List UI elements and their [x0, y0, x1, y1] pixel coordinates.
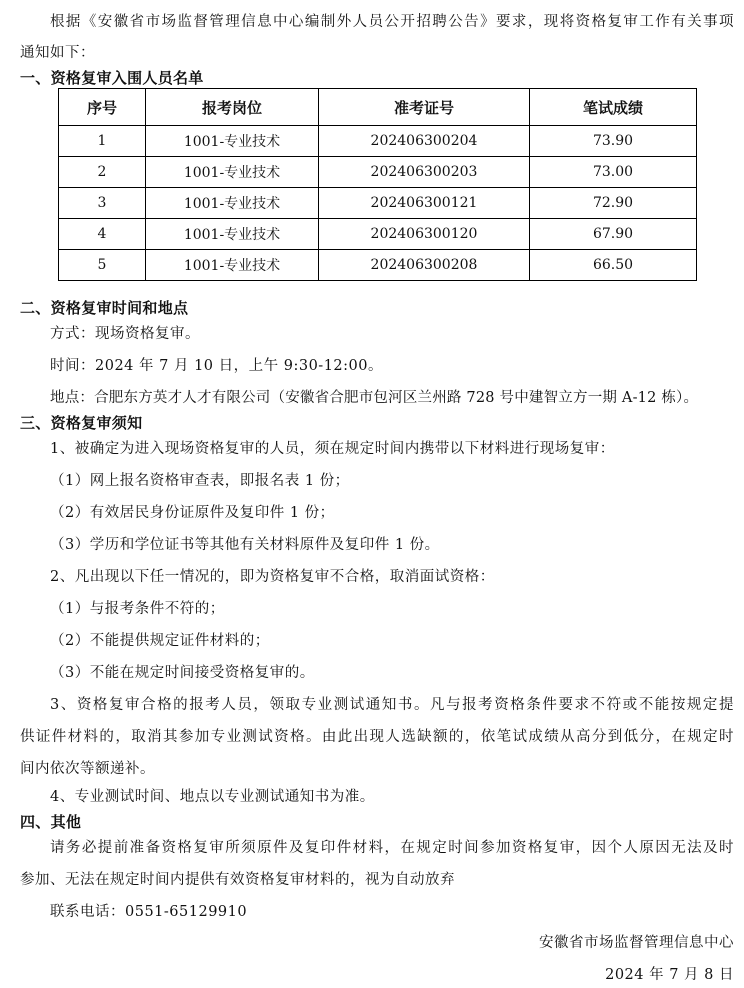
- table-row: [59, 126, 697, 157]
- cell-index: 4: [59, 219, 146, 250]
- notice-item-1-c: （3）学历和学位证书等其他有关材料原件及复印件 1 份。: [50, 537, 440, 553]
- cell-index: 2: [59, 157, 146, 188]
- table-header-row: [59, 89, 697, 126]
- cell-exam-id: 202406300208: [319, 250, 530, 281]
- review-place: 地点：合肥东方英才人才有限公司（安徽省合肥市包河区兰州路 728 号中建智立方一期 A-12 栋）。: [50, 390, 699, 406]
- notice-item-1: 1、被确定为进入现场资格复审的人员，须在规定时间内携带以下材料进行现场复审：: [50, 441, 615, 457]
- intro-line-1: 根据《安徽省市场监督管理信息中心编制外人员公开招聘公告》要求，现将资格复审工作有关事项: [50, 14, 734, 30]
- cell-exam-id: 202406300121: [319, 188, 530, 219]
- cell-index: 5: [59, 250, 146, 281]
- cell-position: 1001-专业技术: [146, 126, 319, 157]
- notice-item-2-a: （1）与报考条件不符的；: [50, 601, 225, 617]
- cell-exam-id: 202406300120: [319, 219, 530, 250]
- table-row: [59, 188, 697, 219]
- candidate-table: [58, 88, 697, 281]
- issuing-organization: 安徽省市场监督管理信息中心: [539, 935, 734, 951]
- col-header-index: 序号: [59, 89, 146, 126]
- cell-position: 1001-专业技术: [146, 188, 319, 219]
- review-method: 方式：现场资格复审。: [50, 326, 200, 342]
- cell-exam-id: 202406300204: [319, 126, 530, 157]
- notice-item-2: 2、凡出现以下任一情况的，即为资格复审不合格，取消面试资格：: [50, 569, 495, 585]
- notice-item-3-line-3: 间内依次等额递补。: [20, 761, 155, 777]
- cell-score: 73.90: [530, 126, 697, 157]
- notice-item-1-b: （2）有效居民身份证原件及复印件 1 份；: [50, 505, 335, 521]
- section-1-heading: 一、资格复审入围人员名单: [20, 69, 204, 87]
- cell-score: 66.50: [530, 250, 697, 281]
- notice-item-3-line-2: 供证件材料的，取消其参加专业测试资格。由此出现人选缺额的，依笔试成绩从高分到低分，在规定时: [20, 729, 734, 745]
- table-row: [59, 219, 697, 250]
- contact-phone: 联系电话：0551-65129910: [50, 904, 248, 920]
- cell-score: 72.90: [530, 188, 697, 219]
- cell-index: 1: [59, 126, 146, 157]
- cell-position: 1001-专业技术: [146, 250, 319, 281]
- notice-item-2-c: （3）不能在规定时间接受资格复审的。: [50, 665, 315, 681]
- section-3-heading: 三、资格复审须知: [20, 414, 143, 432]
- cell-position: 1001-专业技术: [146, 157, 319, 188]
- section-2-heading: 二、资格复审时间和地点: [20, 299, 189, 317]
- table-row: [59, 250, 697, 281]
- col-header-exam-id: 准考证号: [319, 89, 530, 126]
- cell-position: 1001-专业技术: [146, 219, 319, 250]
- notice-item-2-b: （2）不能提供规定证件材料的；: [50, 633, 270, 649]
- issue-date: 2024 年 7 月 8 日: [605, 967, 734, 983]
- cell-score: 67.90: [530, 219, 697, 250]
- col-header-score: 笔试成绩: [530, 89, 697, 126]
- section-4-heading: 四、其他: [20, 813, 82, 831]
- notice-item-1-a: （1）网上报名资格审查表，即报名表 1 份；: [50, 473, 350, 489]
- cell-exam-id: 202406300203: [319, 157, 530, 188]
- notice-item-4: 4、专业测试时间、地点以专业测试通知书为准。: [50, 789, 375, 805]
- cell-index: 3: [59, 188, 146, 219]
- review-time: 时间：2024 年 7 月 10 日，上午 9:30-12:00。: [50, 358, 383, 374]
- cell-score: 73.00: [530, 157, 697, 188]
- other-paragraph-line-2: 参加、无法在规定时间内提供有效资格复审材料的，视为自动放弃: [20, 872, 455, 888]
- other-paragraph-line-1: 请务必提前准备资格复审所须原件及复印件材料，在规定时间参加资格复审，因个人原因无法及时: [50, 840, 734, 856]
- col-header-position: 报考岗位: [146, 89, 319, 126]
- table-row: [59, 157, 697, 188]
- notice-item-3-line-1: 3、资格复审合格的报考人员，领取专业测试通知书。凡与报考资格条件要求不符或不能按规定提: [50, 697, 734, 713]
- intro-line-2: 通知如下：: [20, 45, 95, 61]
